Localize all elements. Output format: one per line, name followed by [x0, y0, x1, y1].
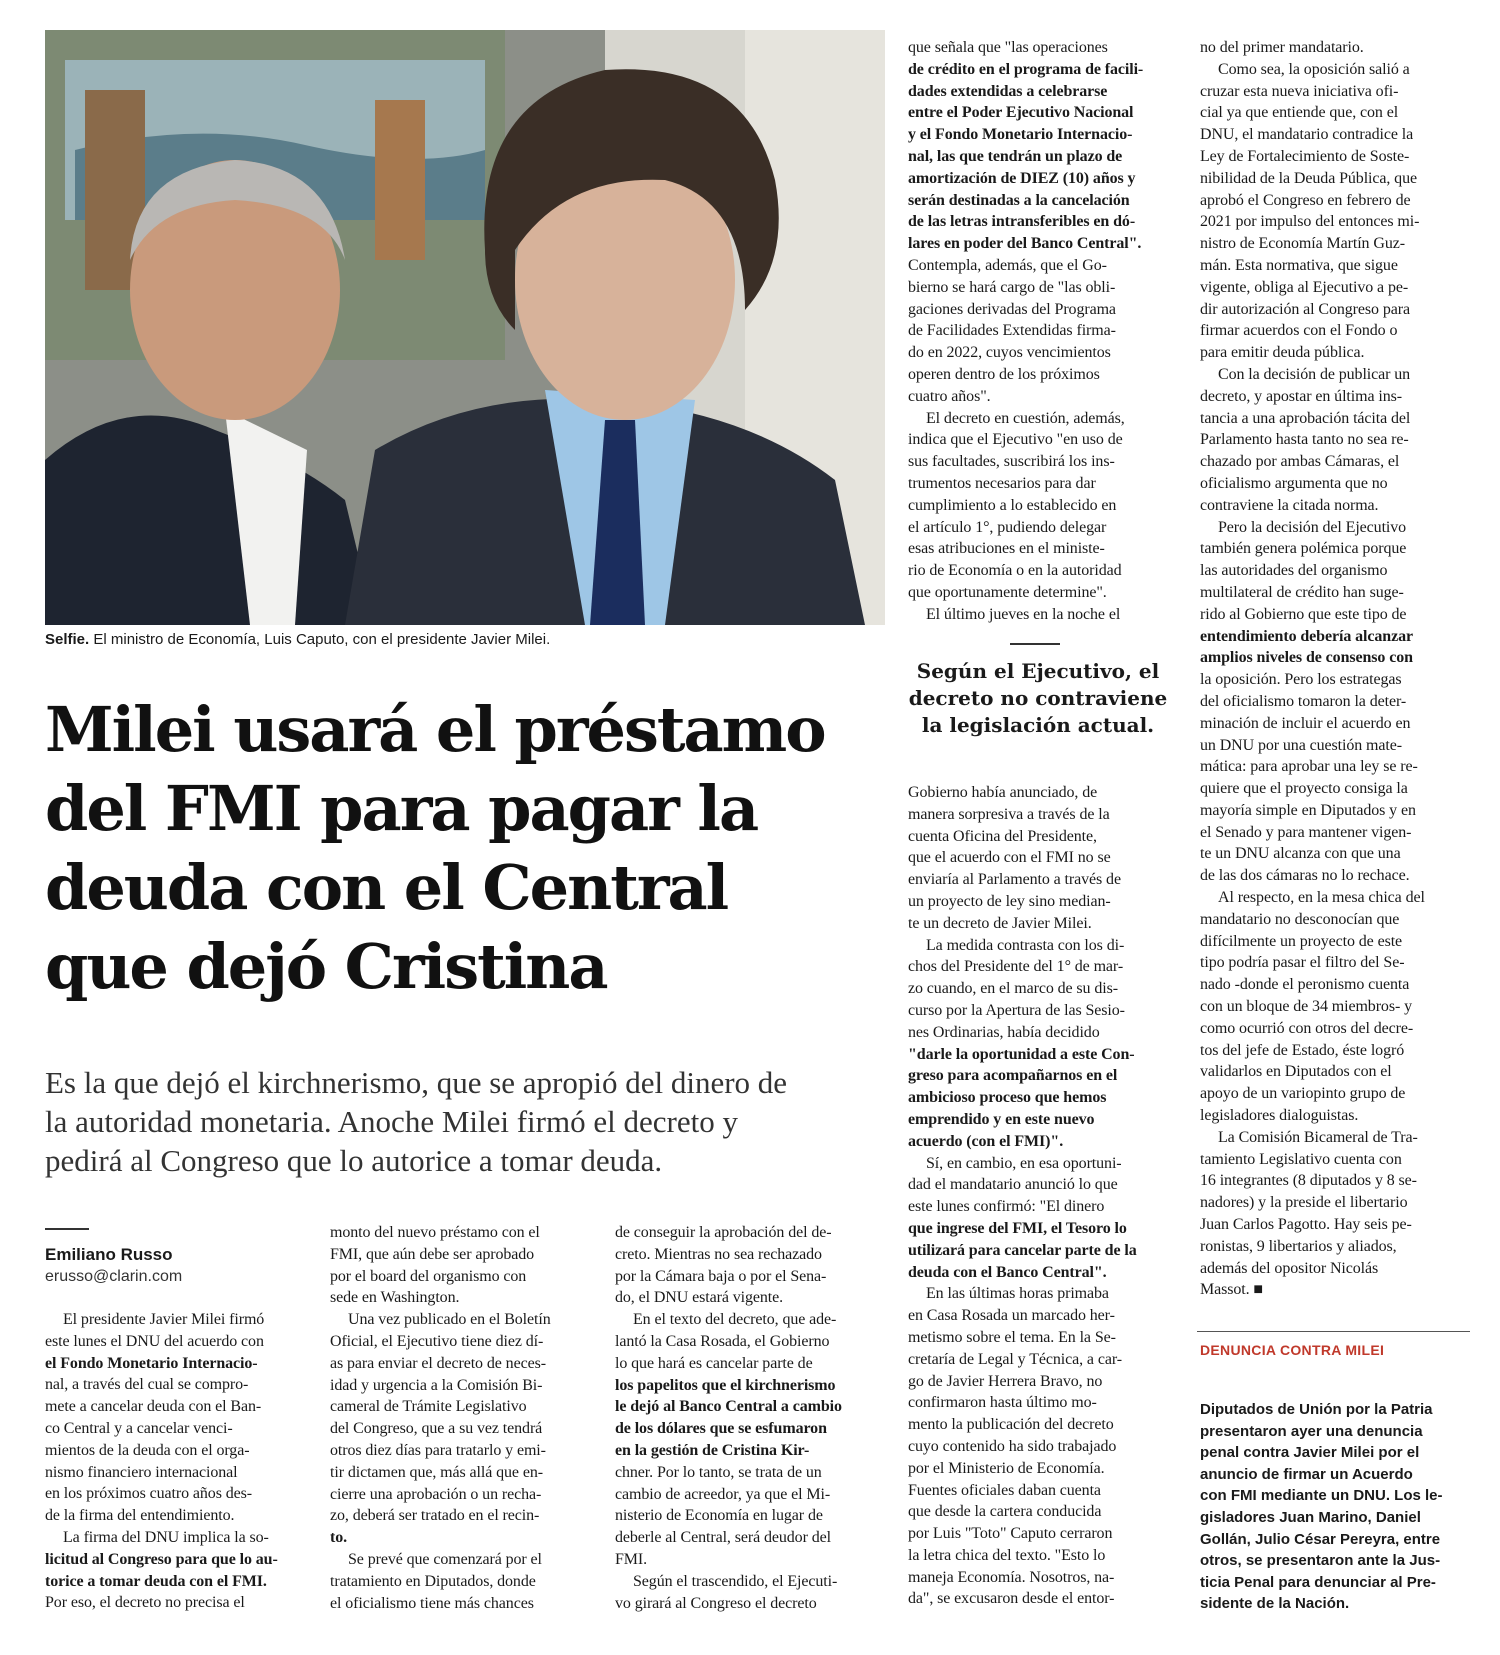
text-line: maneja Economía. Nosotros, na- [908, 1568, 1115, 1586]
text-line: no del primer mandatario. [1200, 39, 1364, 56]
text-line: te un decreto de Javier Milei. [908, 914, 1092, 932]
column-2 [330, 1222, 595, 1614]
text-line: aprobó el Congreso en febrero de [1200, 191, 1411, 209]
text-line: licitud al Congreso para que lo au- [45, 1550, 278, 1568]
text-line: deuda con el Banco Central". [908, 1263, 1107, 1281]
text-line: tos del jefe de Estado, éste logró [1200, 1041, 1405, 1059]
text-line: de los dólares que se esfumaron [615, 1420, 827, 1438]
sidebar-line: sidente de la Nación. [1200, 1595, 1350, 1613]
headline-line: del FMI para pagar la [45, 772, 758, 845]
text-line: vigente, obliga al Ejecutivo a pe- [1200, 278, 1409, 296]
text-line: Al respecto, en la mesa chica del [1218, 889, 1425, 907]
text-line: multilateral de crédito han suge- [1200, 583, 1404, 601]
text-line: El último jueves en la noche el [926, 605, 1121, 623]
text-line: Juan Carlos Pagotto. Hay seis pe- [1200, 1216, 1412, 1234]
text-line: sede en Washington. [330, 1289, 460, 1307]
text-line: en la gestión de Cristina Kir- [615, 1441, 810, 1459]
text-line: cuenta Oficina del Presidente, [908, 827, 1097, 845]
text-line: que oportunamente determine". [908, 583, 1107, 601]
text-line: cameral de Trámite Legislativo [330, 1398, 527, 1416]
text-line: nal, las que tendrán un plazo de [908, 147, 1123, 165]
text-line: validarlos en Diputados con el [1200, 1063, 1392, 1081]
text-line: manera sorpresiva a través de la [908, 805, 1110, 823]
text-line: mento la publicación del decreto [908, 1416, 1114, 1434]
text-line: le dejó al Banco Central a cambio [615, 1398, 842, 1416]
text-line: cierre una aprobación o un recha- [330, 1485, 542, 1503]
text-line: con un bloque de 34 miembros- y [1200, 998, 1412, 1016]
text-line: FMI, que aún debe ser aprobado [330, 1245, 535, 1263]
text-line: bierno se hará cargo de "las obli- [908, 278, 1116, 296]
text-line: esas atribuciones en el ministe- [908, 540, 1105, 558]
text-line: de las letras intransferibles en dó- [908, 213, 1136, 231]
text-line: indica que el Ejecutivo "en uso de [908, 431, 1123, 449]
text-line: cuatro años". [908, 387, 991, 405]
text-line: El decreto en cuestión, además, [926, 409, 1125, 427]
text-line: Fuentes oficiales daban cuenta [908, 1481, 1101, 1499]
text-line: 2021 por impulso del entonces mi- [1200, 213, 1420, 231]
text-line: del Congreso, que a su vez tendrá [330, 1420, 543, 1438]
text-line: Gobierno había anunciado, de [908, 784, 1098, 801]
text-line: lares en poder del Banco Central". [908, 235, 1142, 253]
sidebar-line: ticia Penal para denunciar al Pre- [1200, 1573, 1436, 1591]
text-line: vo girará al Congreso el decreto [615, 1594, 817, 1612]
text-line: rido al Gobierno que este tipo de [1200, 605, 1407, 623]
text-line: lo que hará es cancelar parte de [615, 1354, 813, 1372]
text-line: mán. Esta normativa, que sigue [1200, 256, 1398, 274]
text-line: deberle al Central, será deudor del [615, 1529, 831, 1547]
column-4-bottom [908, 782, 1172, 1610]
text-line: de conseguir la aprobación del de- [615, 1224, 832, 1241]
deck-line: la autoridad monetaria. Anoche Milei firmó el decreto y [45, 1104, 738, 1139]
text-line: 16 integrantes (8 diputados y 8 se- [1200, 1172, 1417, 1190]
text-line: do en 2022, cuyos vencimientos [908, 344, 1111, 362]
text-line: el Fondo Monetario Internacio- [45, 1354, 258, 1372]
text-line: Según el trascendido, el Ejecuti- [633, 1572, 838, 1590]
author-email: erusso@clarin.com [45, 1268, 183, 1285]
text-line: difícilmente un proyecto de este [1200, 932, 1403, 950]
sidebar-line: gisladores Juan Marino, Daniel [1200, 1508, 1421, 1526]
text-line: nadores) y la preside el libertario [1200, 1194, 1408, 1212]
selfie-image [45, 30, 885, 625]
text-line: monto del nuevo préstamo con el [330, 1224, 540, 1241]
sidebar-body [1200, 1399, 1472, 1615]
text-line: también genera polémica porque [1200, 540, 1407, 558]
text-line: as para enviar el decreto de neces- [330, 1354, 546, 1372]
text-line: Con la decisión de publicar un [1218, 365, 1411, 383]
text-line: de las dos cámaras no lo rechace. [1200, 867, 1410, 885]
sidebar-title: DENUNCIA CONTRA MILEI [1200, 1342, 1385, 1358]
text-line: serán destinadas a la cancelación [908, 191, 1130, 209]
text-line: nistro de Economía Martín Guz- [1200, 235, 1405, 253]
text-line: un proyecto de ley sino median- [908, 892, 1111, 910]
text-line: dades extendidas a celebrarse [908, 82, 1108, 100]
caption-lead: Selfie. [45, 631, 90, 648]
text-line: este lunes el DNU del acuerdo con [45, 1332, 264, 1350]
text-line: como ocurrió con otros del decre- [1200, 1019, 1414, 1037]
text-line: zo, deberá ser tratado en el recin- [330, 1507, 540, 1525]
headline-line: Milei usará el préstamo [45, 693, 825, 766]
text-line: legisladores dialoguistas. [1200, 1107, 1359, 1125]
text-line: nibilidad de la Deuda Pública, que [1200, 169, 1417, 187]
column-4-top [908, 37, 1172, 626]
text-line: la letra chica del texto. "Esto lo [908, 1546, 1106, 1564]
text-line: este lunes confirmó: "El dinero [908, 1198, 1105, 1216]
text-line: un DNU por una cuestión mate- [1200, 736, 1402, 754]
text-line: además del opositor Nicolás [1200, 1259, 1379, 1277]
text-line: mayoría simple en Diputados y en [1200, 801, 1416, 819]
text-line: y el Fondo Monetario Internacio- [908, 126, 1133, 144]
text-line: que el acuerdo con el FMI no se [908, 849, 1111, 867]
text-line: tamiento Legislativo cuenta con [1200, 1150, 1402, 1168]
text-line: de la firma del entendimiento. [45, 1507, 235, 1525]
text-line: los papelitos que el kirchnerismo [615, 1376, 836, 1394]
text-line: utilizará para cancelar parte de la [908, 1241, 1137, 1259]
text-line: nal, a través del cual se compro- [45, 1376, 249, 1394]
text-line: que desde la cartera conducida [908, 1503, 1102, 1521]
text-line: En el texto del decreto, que ade- [633, 1311, 837, 1329]
headline-line: que dejó Cristina [45, 930, 607, 1003]
deck [45, 1063, 905, 1180]
text-line: tancia a una aprobación tácita del [1200, 409, 1411, 427]
text-line: nismo financiero internacional [45, 1463, 238, 1481]
sidebar-line: penal contra Javier Milei por el [1200, 1444, 1420, 1462]
text-line: mática: para aprobar una ley se re- [1200, 758, 1418, 776]
text-line: para emitir deuda pública. [1200, 344, 1365, 362]
text-line: metismo sobre el tema. En la Se- [908, 1328, 1116, 1346]
text-line: mandatario no desconocían que [1200, 910, 1400, 928]
text-line: que señala que "las operaciones [908, 39, 1108, 56]
text-line: de crédito en el programa de facili- [908, 60, 1144, 78]
text-line: decreto, y apostar en última ins- [1200, 387, 1402, 405]
text-line: DNU, el mandatario contradice la [1200, 126, 1414, 144]
text-line: creto. Mientras no sea rechazado [615, 1245, 822, 1263]
text-line: Sí, en cambio, en esa oportuni- [926, 1154, 1122, 1172]
text-line: Se prevé que comenzará por el [348, 1550, 542, 1568]
text-line: por la Cámara baja o por el Sena- [615, 1267, 827, 1285]
column-1 [45, 1309, 310, 1614]
text-line: Como sea, la oposición salió a [1218, 60, 1410, 78]
text-line: ronistas, 9 libertarios y aliados, [1200, 1237, 1397, 1255]
text-line: El presidente Javier Milei firmó [63, 1311, 265, 1328]
sidebar-line: Gollán, Julio César Pereyra, entre [1200, 1530, 1441, 1548]
deck-line: Es la que dejó el kirchnerismo, que se apropió del dinero de [45, 1065, 788, 1100]
text-line: ambicioso proceso que hemos [908, 1089, 1107, 1107]
text-line: chner. Por lo tanto, se trata de un [615, 1463, 822, 1481]
text-line: por el Ministerio de Economía. [908, 1459, 1105, 1477]
text-line: otros diez días para tratarlo y emi- [330, 1441, 546, 1459]
text-line: entendimiento debería alcanzar [1200, 627, 1413, 645]
text-line: do, el DNU estará vigente. [615, 1289, 784, 1307]
text-line: de Facilidades Extendidas firma- [908, 322, 1116, 340]
text-line: to. [330, 1529, 348, 1547]
text-line: Pero la decisión del Ejecutivo [1218, 518, 1407, 536]
author-name: Emiliano Russo [45, 1245, 173, 1264]
text-line: apoyo de un variopinto grupo de [1200, 1085, 1406, 1103]
text-line: del oficialismo tomaron la deter- [1200, 692, 1407, 710]
text-line: confirmaron hasta último mo- [908, 1394, 1097, 1412]
text-line: lantó la Casa Rosada, el Gobierno [615, 1332, 830, 1350]
text-line: el Senado y para mantener vigen- [1200, 823, 1412, 841]
text-line: mientos de la deuda con el orga- [45, 1441, 250, 1459]
text-line: Massot. ■ [1200, 1281, 1263, 1299]
article-photo [45, 30, 885, 625]
text-line: La medida contrasta con los di- [926, 936, 1125, 954]
text-line: cumplimiento a lo establecido en [908, 496, 1117, 514]
text-line: nes Ordinarias, había decidido [908, 1023, 1100, 1041]
text-line: Ley de Fortalecimiento de Soste- [1200, 147, 1410, 165]
headline-line: deuda con el Central [45, 851, 728, 924]
text-line: rio de Economía o en la autoridad [908, 562, 1122, 580]
text-line: en los próximos cuatro años des- [45, 1485, 252, 1503]
sidebar-rule [1197, 1331, 1470, 1332]
text-line: cruzar esta nueva iniciativa ofi- [1200, 82, 1399, 100]
sidebar-line: anuncio de firmar un Acuerdo [1200, 1465, 1413, 1483]
text-line: idad y urgencia a la Comisión Bi- [330, 1376, 543, 1394]
text-line: contraviene la citada norma. [1200, 496, 1379, 514]
text-line: tratamiento en Diputados, donde [330, 1572, 536, 1590]
text-line: tipo podría pasar el filtro del Se- [1200, 954, 1405, 972]
text-line: greso para acompañarnos en el [908, 1067, 1118, 1085]
headline [45, 690, 905, 1006]
text-line: La Comisión Bicameral de Tra- [1218, 1128, 1418, 1146]
text-line: co Central y a cancelar venci- [45, 1419, 233, 1437]
text-line: dad el mandatario anunció lo que [908, 1176, 1118, 1194]
text-line: Una vez publicado en el Boletín [348, 1311, 551, 1329]
text-line: quiere que el proyecto consiga la [1200, 780, 1408, 798]
text-line: oficialismo argumenta que no [1200, 474, 1388, 492]
text-line: operen dentro de los próximos [908, 365, 1100, 383]
text-line: acuerdo (con el FMI)". [908, 1132, 1064, 1150]
text-line: mete a cancelar deuda con el Ban- [45, 1398, 262, 1416]
text-line: trumentos necesarios para dar [908, 474, 1096, 492]
text-line: te un DNU alcanza con que una [1200, 845, 1401, 863]
text-line: enviaría al Parlamento a través de [908, 871, 1121, 889]
text-line: en Casa Rosada un marcado her- [908, 1307, 1115, 1325]
text-line: entre el Poder Ejecutivo Nacional [908, 104, 1134, 122]
text-line: minación de incluir el acuerdo en [1200, 714, 1411, 732]
text-line: amortización de DIEZ (10) años y [908, 169, 1136, 187]
text-line: emprendido y en este nuevo [908, 1110, 1095, 1128]
text-line: cambio de acreedor, ya que el Mi- [615, 1485, 831, 1503]
text-line: FMI. [615, 1550, 648, 1568]
text-line: zo cuando, en el marco de su dis- [908, 980, 1118, 998]
text-line: Contempla, además, que el Go- [908, 256, 1107, 274]
text-line: chos del Presidente del 1° de mar- [908, 958, 1124, 976]
pullquote-rule [1010, 643, 1060, 645]
text-line: el oficialismo tiene más chances [330, 1594, 534, 1612]
text-line: cretaría de Legal y Técnica, a car- [908, 1350, 1122, 1368]
sidebar-line: presentaron ayer una denuncia [1200, 1422, 1423, 1440]
text-line: cuyo contenido ha sido trabajado [908, 1437, 1117, 1455]
text-line: gaciones derivadas del Programa [908, 300, 1116, 318]
text-line: nisterio de Economía en lugar de [615, 1507, 823, 1525]
text-line: que ingrese del FMI, el Tesoro lo [908, 1219, 1127, 1237]
text-line: da", se excusaron desde el entor- [908, 1590, 1115, 1608]
text-line: "darle la oportunidad a este Con- [908, 1045, 1135, 1063]
text-line: firmar acuerdos con el Fondo o [1200, 322, 1398, 340]
photo-caption [45, 630, 885, 650]
text-line: las autoridades del organismo [1200, 562, 1388, 580]
column-3 [615, 1222, 880, 1614]
text-line: curso por la Apertura de las Sesio- [908, 1001, 1125, 1019]
text-line: cial ya que entiende que, con el [1200, 104, 1399, 122]
text-line: Parlamento hasta tanto no sea re- [1200, 431, 1409, 449]
pullquote: Según el Ejecutivo, el decreto no contraviene la legislación actual. [908, 659, 1168, 737]
text-line: dir autorización al Congreso para [1200, 300, 1410, 318]
text-line: En las últimas horas primaba [926, 1285, 1109, 1303]
sidebar-line: otros, se presentaron ante la Jus- [1200, 1552, 1441, 1570]
text-line: Oficial, el Ejecutivo tiene diez dí- [330, 1332, 544, 1350]
sidebar-line: Diputados de Unión por la Patria [1200, 1401, 1433, 1418]
deck-line: pedirá al Congreso que lo autorice a tomar deuda. [45, 1143, 663, 1178]
caption-text: El ministro de Economía, Luis Caputo, con el presidente Javier Milei. [89, 631, 551, 648]
byline-rule [45, 1228, 89, 1230]
text-line: tir dictamen que, más allá que en- [330, 1463, 543, 1481]
text-line: sus facultades, suscribirá los ins- [908, 453, 1115, 471]
text-line: por el board del organismo con [330, 1267, 527, 1285]
text-line: por Luis "Toto" Caputo cerraron [908, 1525, 1113, 1543]
text-line: La firma del DNU implica la so- [63, 1528, 269, 1546]
text-line: la oposición. Pero los estrategas [1200, 671, 1402, 689]
text-line: Por eso, el decreto no precisa el [45, 1594, 245, 1612]
text-line: torice a tomar deuda con el FMI. [45, 1572, 267, 1590]
sidebar-line: con FMI mediante un DNU. Los le- [1200, 1487, 1443, 1505]
text-line: chazado por ambas Cámaras, el [1200, 453, 1400, 471]
text-line: el artículo 1°, pudiendo delegar [908, 518, 1107, 536]
text-line: nado -donde el peronismo cuenta [1200, 976, 1410, 994]
text-line: amplios niveles de consenso con [1200, 649, 1413, 667]
text-line: go de Javier Herrera Bravo, no [908, 1372, 1103, 1390]
column-5 [1200, 37, 1470, 1301]
